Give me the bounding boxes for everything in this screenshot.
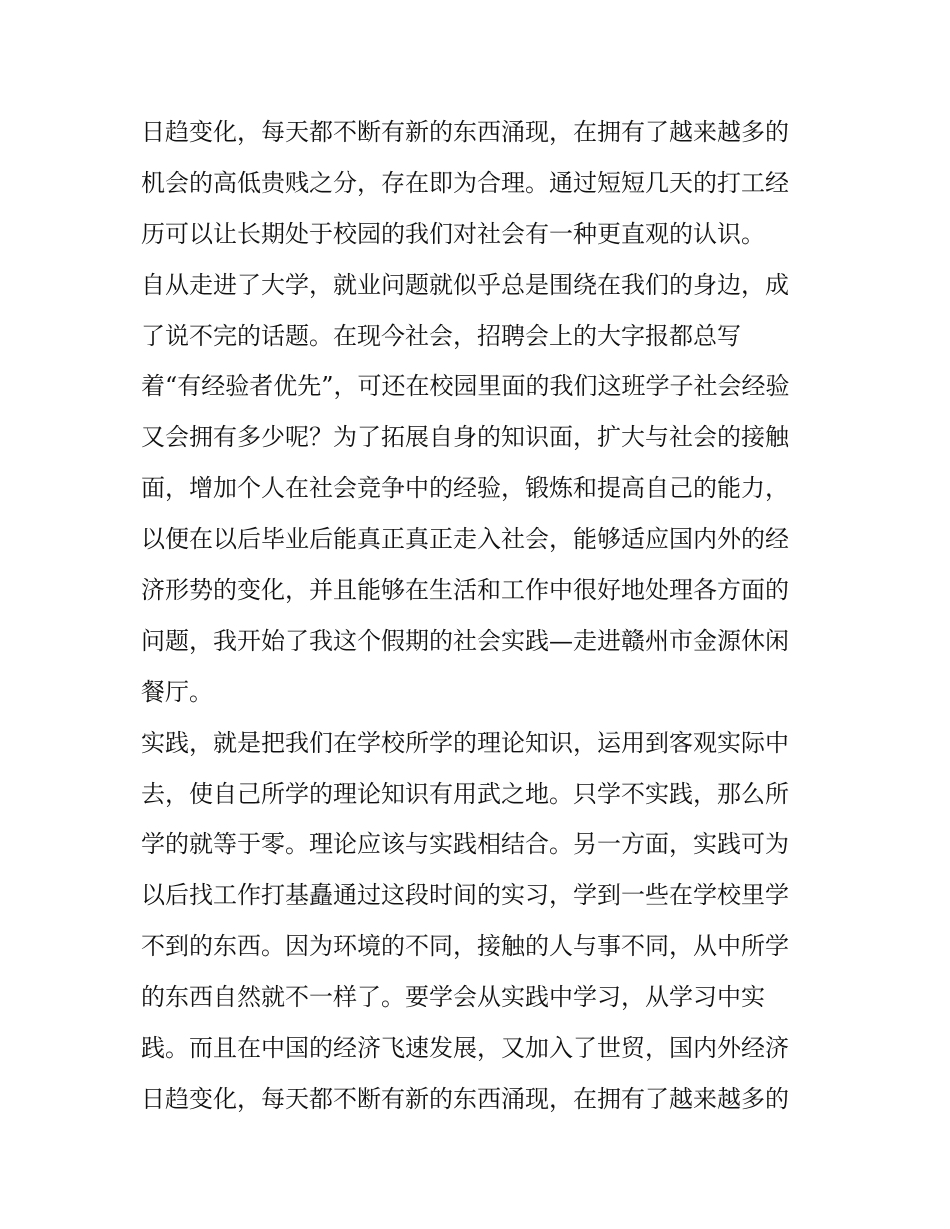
- body-text: [141, 107, 821, 1125]
- text-line: 历可以让长期处于校园的我们对社会有一种更直观的认识。: [141, 219, 765, 248]
- text-line: 日趋变化，每天都不断有新的东西涌现，在拥有了越来越多的: [141, 118, 789, 146]
- text-line: 践。而且在中国的经济飞速发展，又加入了世贸，国内外经济: [141, 1034, 789, 1063]
- text-line: 实践，就是把我们在学校所学的理论知识，运用到客观实际中: [141, 728, 789, 757]
- text-line: 餐厅。: [141, 677, 213, 706]
- text-line: 机会的高低贵贱之分，存在即为合理。通过短短几天的打工经: [141, 168, 789, 197]
- text-line: 济形势的变化，并且能够在生活和工作中很好地处理各方面的: [141, 576, 789, 605]
- text-line: 学的就等于零。理论应该与实践相结合。另一方面，实践可为: [141, 830, 789, 859]
- text-line: 自从走进了大学，就业问题就似乎总是围绕在我们的身边，成: [141, 270, 789, 299]
- text-line: 的东西自然就不一样了。要学会从实践中学习，从学习中实: [141, 983, 765, 1012]
- text-line: 又会拥有多少呢？为了拓展自身的知识面，扩大与社会的接触: [141, 423, 789, 452]
- text-line: 去，使自己所学的理论知识有用武之地。只学不实践，那么所: [141, 779, 789, 808]
- text-line: 日趋变化，每天都不断有新的东西涌现，在拥有了越来越多的: [141, 1084, 789, 1113]
- text-line: 以便在以后毕业后能真正真正走入社会，能够适应国内外的经: [141, 525, 789, 554]
- text-line: 了说不完的话题。在现今社会，招聘会上的大字报都总写: [141, 321, 741, 350]
- text-line: 以后找工作打基矗通过这段时间的实习，学到一些在学校里学: [141, 881, 789, 910]
- text-line: 不到的东西。因为环境的不同，接触的人与事不同，从中所学: [141, 932, 789, 961]
- text-line: 面，增加个人在社会竞争中的经验，锻炼和提高自己的能力，: [141, 474, 789, 503]
- text-line: 问题，我开始了我这个假期的社会实践—走进赣州市金源休闲: [141, 626, 789, 655]
- text-line: 着“有经验者优先”，可还在校园里面的我们这班学子社会经验: [141, 372, 790, 401]
